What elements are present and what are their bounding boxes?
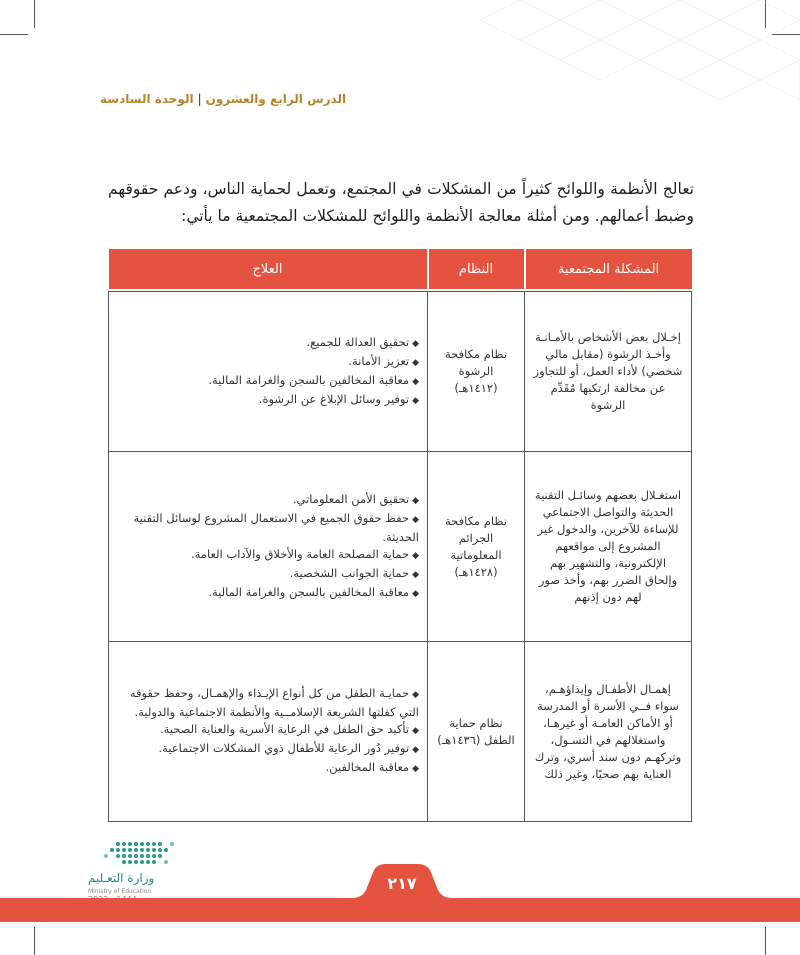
table-row	[109, 642, 692, 822]
bullet-icon: ◆	[412, 550, 419, 561]
bullet-icon: ◆	[412, 588, 419, 599]
treatment-item: ◆تعزيز الأمانة.	[348, 353, 419, 368]
problems-table	[108, 249, 692, 822]
intro-paragraph: تعالج الأنظمة واللوائح كثيراً من المشكلات في المجتمع، وتعمل لحماية الناس، ودعم حقوقهم وضبط أعمالهم. ومن أمثلة معالجة الأنظمة واللوائح للمشكلات المجتمعية ما يأتي:	[108, 180, 694, 225]
problem-cell: إهمـال الأطفـال وإيذاؤهـم، سواء فــي الأسرة أو المدرسة أو الأماكن العامـة أو غيرهـا، واستغلالهم في التسـول، وتركهـم دون سند أسري، وترك العناية بهم صحيًا، وغير ذلك	[525, 642, 692, 822]
table-row	[109, 292, 692, 452]
treatment-cell	[109, 452, 428, 642]
table-header-row	[109, 249, 692, 289]
system-cell: نظام حماية الطفل (١٤٣٦هـ)	[428, 642, 525, 822]
ministry-name: وزارة التعـليم	[88, 871, 155, 885]
problem-cell: استغـلال بعضهم وسائـل التقنية الحديثة والتواصل الاجتماعي للإساءة للآخرين، والدخول غير المشروع إلى مواقعهم الإلكترونية، والتشهير بهم وإلحاق الضرر بهم، وأخذ صور لهم دون إذنهم	[525, 452, 692, 642]
treatment-item: ◆حماية المصلحة العامة والأخلاق والآداب العامة.	[190, 546, 419, 561]
bullet-icon: ◆	[412, 395, 419, 406]
bullet-icon: ◆	[412, 514, 419, 525]
bullet-icon: ◆	[412, 764, 419, 774]
header-problem: المشكلة المجتمعية	[525, 249, 692, 289]
bullet-icon: ◆	[412, 690, 419, 700]
bullet-icon: ◆	[412, 376, 419, 387]
crop-mark	[0, 34, 28, 35]
treatment-item: ◆توفير دُور الرعاية للأطفال ذوي المشكلات الاجتماعية.	[158, 741, 419, 755]
treatment-item: ◆تحقيق العدالة للجميع.	[306, 334, 419, 349]
treatment-item: ◆حفظ حقوق الجميع في الاستعمال المشروع لوسائل التقنية الحديثة.	[133, 510, 419, 544]
bullet-icon: ◆	[412, 338, 419, 349]
page-number-badge	[352, 864, 452, 904]
crop-mark	[34, 927, 35, 955]
problem-cell: إخـلال بعض الأشخاص بالأمـانـة وأخـذ الرشوة (مقابل مالي شخصي) لأداء العمل، أو للتجاوز عن مخالفة ارتكبها مُقَدِّم الرشوة	[525, 292, 692, 452]
header-system: النظام	[428, 249, 525, 289]
treatment-item: ◆معاقبة المخالفين.	[325, 760, 419, 774]
crop-mark	[34, 0, 35, 28]
ministry-name-en: Ministry of Education	[88, 888, 152, 895]
bullet-icon: ◆	[412, 726, 419, 736]
bullet-icon: ◆	[412, 495, 419, 506]
treatment-item: ◆تحقيق الأمن المعلوماتي.	[292, 491, 419, 506]
unit-title: الوحدة السادسة	[100, 92, 194, 106]
treatment-item: ◆معاقبة المخالفين بالسجن والغرامة المالية.	[208, 584, 419, 599]
bullet-icon: ◆	[412, 745, 419, 755]
treatment-item: ◆حمايـة الطفل من كل أنواع الإيـذاء والإهمـال، وحفظ حقوقه التي كفلتها الشريعة الإسلامــية والأنظمة الاجتماعية والدولية.	[129, 686, 419, 719]
bullet-icon: ◆	[412, 569, 419, 580]
system-cell: نظام مكافحة الجرائم المعلوماتية (١٤٢٨هـ)	[428, 452, 525, 642]
decorative-pattern	[440, 0, 800, 130]
header-separator: |	[197, 92, 202, 106]
lesson-title: الدرس الرابع والعشرون	[205, 92, 347, 106]
table-row	[109, 452, 692, 642]
bullet-icon: ◆	[412, 357, 419, 368]
header-treatment: العلاج	[109, 249, 428, 289]
logo-dots-icon	[88, 838, 178, 870]
treatment-cell	[109, 642, 428, 822]
treatment-cell	[109, 292, 428, 452]
treatment-item: ◆توفير وسائل الإبلاغ عن الرشوة.	[258, 391, 419, 406]
page-number: ٢١٧	[387, 874, 417, 893]
treatment-item: ◆تأكيد حق الطفل في الرعاية الأسرية والعناية الصحية.	[159, 722, 419, 736]
treatment-item: ◆حماية الجوانب الشخصية.	[289, 565, 419, 580]
running-header	[100, 92, 346, 106]
treatment-item: ◆معاقبة المخالفين بالسجن والغرامة المالية.	[208, 372, 419, 387]
system-cell: نظام مكافحة الرشوة (١٤١٢هـ)	[428, 292, 525, 452]
crop-mark	[765, 927, 766, 955]
